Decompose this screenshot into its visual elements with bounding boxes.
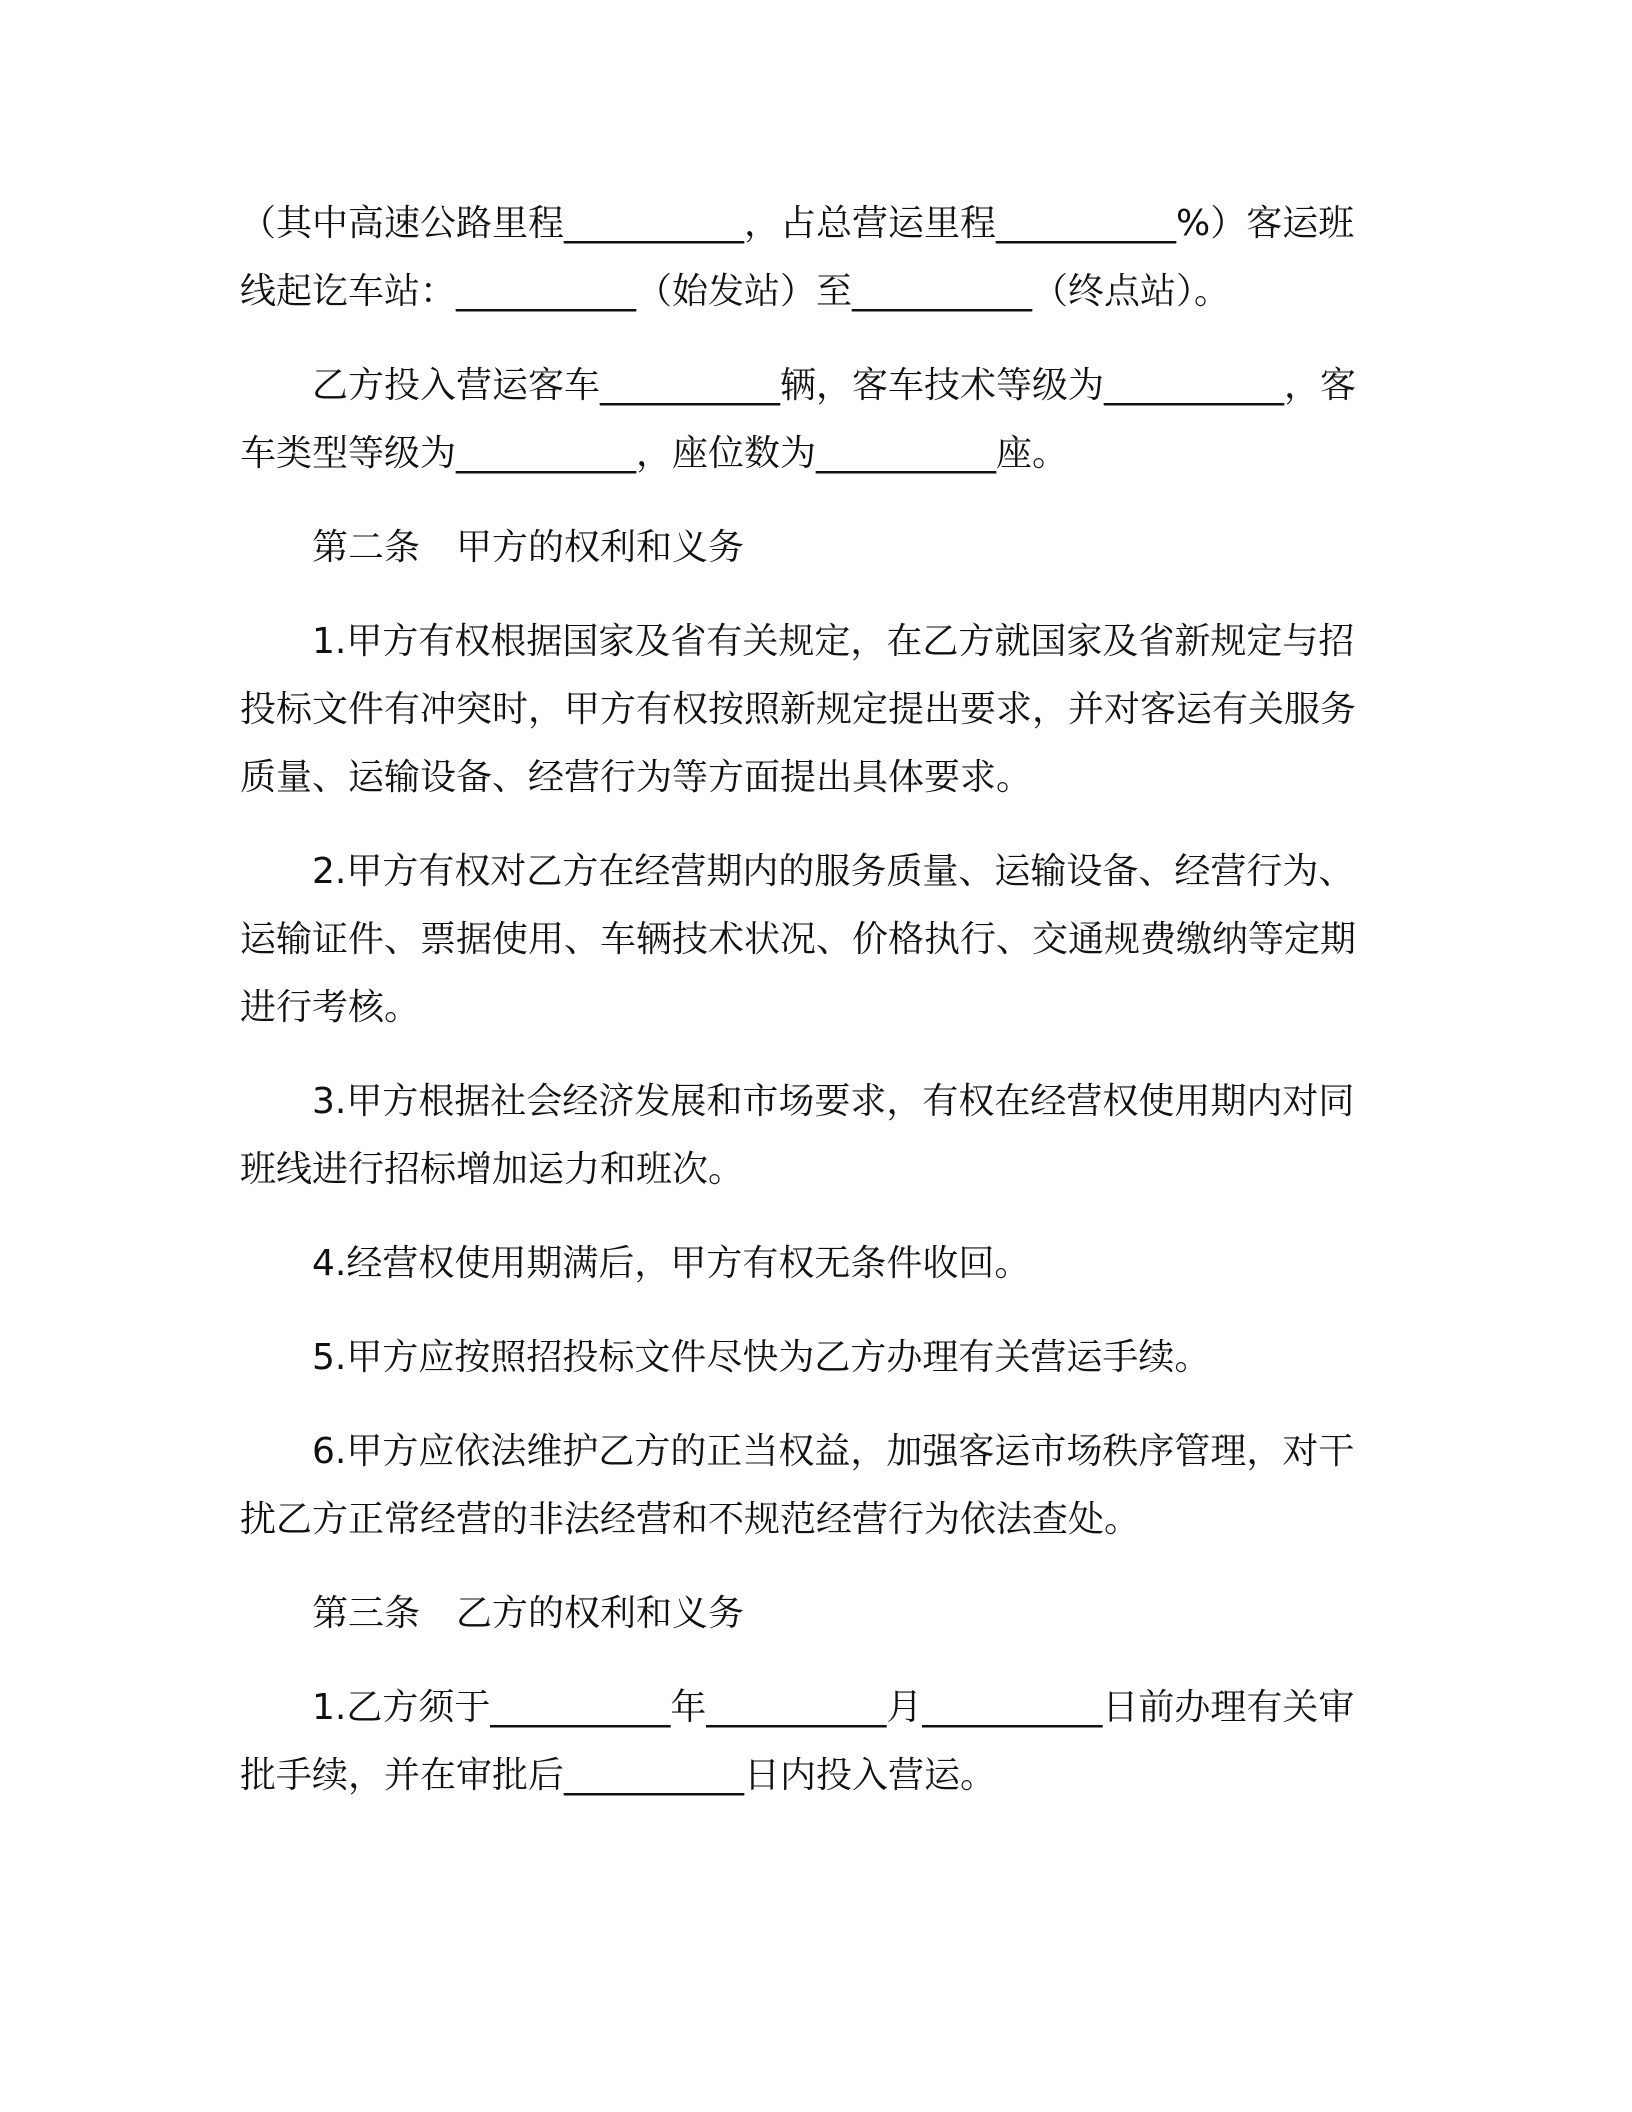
article-2-clause-4: 4.经营权使用期满后，甲方有权无条件收回。 — [312, 1243, 1031, 1284]
article-3-clause-1: 1.乙方须于__________年__________月__________日前办理有关审批手续，并在审批后__________日内投入营运。 — [240, 1687, 1355, 1796]
paragraph-vehicle-info: 乙方投入营运客车__________辆，客车技术等级为__________，客车类型等级为__________，座位数为__________座。 — [240, 365, 1357, 474]
article-2-clause-2: 2.甲方有权对乙方在经营期内的服务质量、运输设备、经营行为、运输证件、票据使用、车辆技术状况、价格执行、交通规费缴纳等定期进行考核。 — [240, 851, 1357, 1028]
article-2-clause-3: 3.甲方根据社会经济发展和市场要求，有权在经营权使用期内对同班线进行招标增加运力和班次。 — [240, 1081, 1355, 1190]
section-heading-article-2: 第二条 甲方的权利和义务 — [312, 527, 745, 568]
article-2-clause-5: 5.甲方应按照招投标文件尽快为乙方办理有关营运手续。 — [312, 1337, 1211, 1378]
section-heading-article-3: 第三条 乙方的权利和义务 — [312, 1593, 745, 1634]
paragraph-route-info: （其中高速公路里程__________，占总营运里程__________%）客运班线起讫车站：__________（始发站）至__________（终点站）。 — [240, 203, 1355, 312]
article-2-clause-1: 1.甲方有权根据国家及省有关规定，在乙方就国家及省新规定与招投标文件有冲突时，甲方有权按照新规定提出要求，并对客运有关服务质量、运输设备、经营行为等方面提出具体要求。 — [240, 621, 1357, 798]
document-body — [240, 190, 1370, 1836]
article-2-clause-6: 6.甲方应依法维护乙方的正当权益，加强客运市场秩序管理，对干扰乙方正常经营的非法经营和不规范经营行为依法查处。 — [240, 1431, 1355, 1540]
